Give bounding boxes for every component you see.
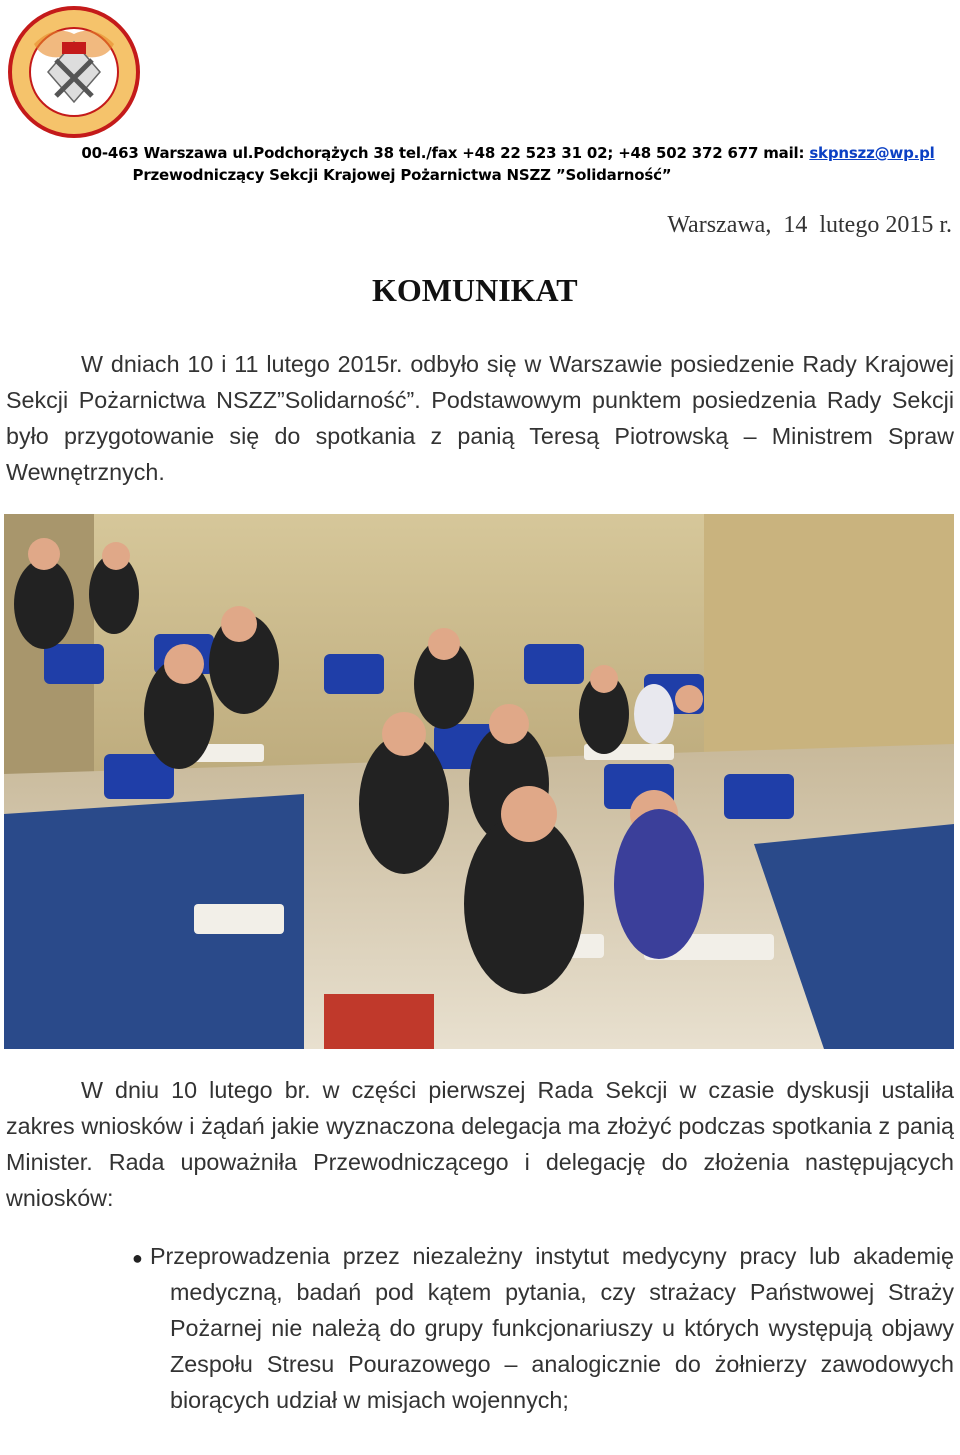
address-text: 00-463 Warszawa ul.Podchorążych 38 tel./fax +48 22 523 31 02; +48 502 372 677 mail:	[81, 144, 810, 162]
paragraph-intro: W dniach 10 i 11 lutego 2015r. odbyło się w Warszawie posiedzenie Rady Krajowej Sekcji Pożarnictwa NSZZ”Solidarność”. Podstawowym punktem posiedzenia Rady Sekcji było przygotowanie się do spotkania z panią Teresą Piotrowską – Ministrem Spraw Wewnętrznych.	[6, 351, 954, 485]
organization-logo	[4, 4, 144, 140]
document-date: Warszawa, 14 lutego 2015 r.	[667, 212, 952, 238]
bullet-dot-icon: ●	[132, 1248, 143, 1268]
header-address	[78, 144, 938, 162]
list-item	[150, 1238, 954, 1418]
document-title: KOMUNIKAT	[372, 272, 578, 308]
paragraph-discussion: W dniu 10 lutego br. w części pierwszej Rada Sekcji w czasie dyskusji ustaliła zakres wniosków i żądań jakie wyznaczona delegacja ma złożyć podczas spotkania z panią Minister. Rada upoważniła Przewodniczącego i delegację do złożenia następujących wniosków:	[6, 1077, 954, 1211]
header-chairman: Przewodniczący Sekcji Krajowej Pożarnictwa NSZZ ”Solidarność”	[132, 166, 672, 184]
meeting-photo	[4, 514, 954, 1049]
email-link[interactable]: skpnszz@wp.pl	[809, 144, 935, 162]
bullet-text: Przeprowadzenia przez niezależny instytut medycyny pracy lub akademię medyczną, badań pod kątem pytania, czy strażacy Państwowej Straży Pożarnej nie należą do grupy funkcjonariuszy u których występują objawy Zespołu Stresu Pourazowego – analogicznie do żołnierzy zawodowych biorących udział w misjach wojennych;	[150, 1243, 954, 1413]
